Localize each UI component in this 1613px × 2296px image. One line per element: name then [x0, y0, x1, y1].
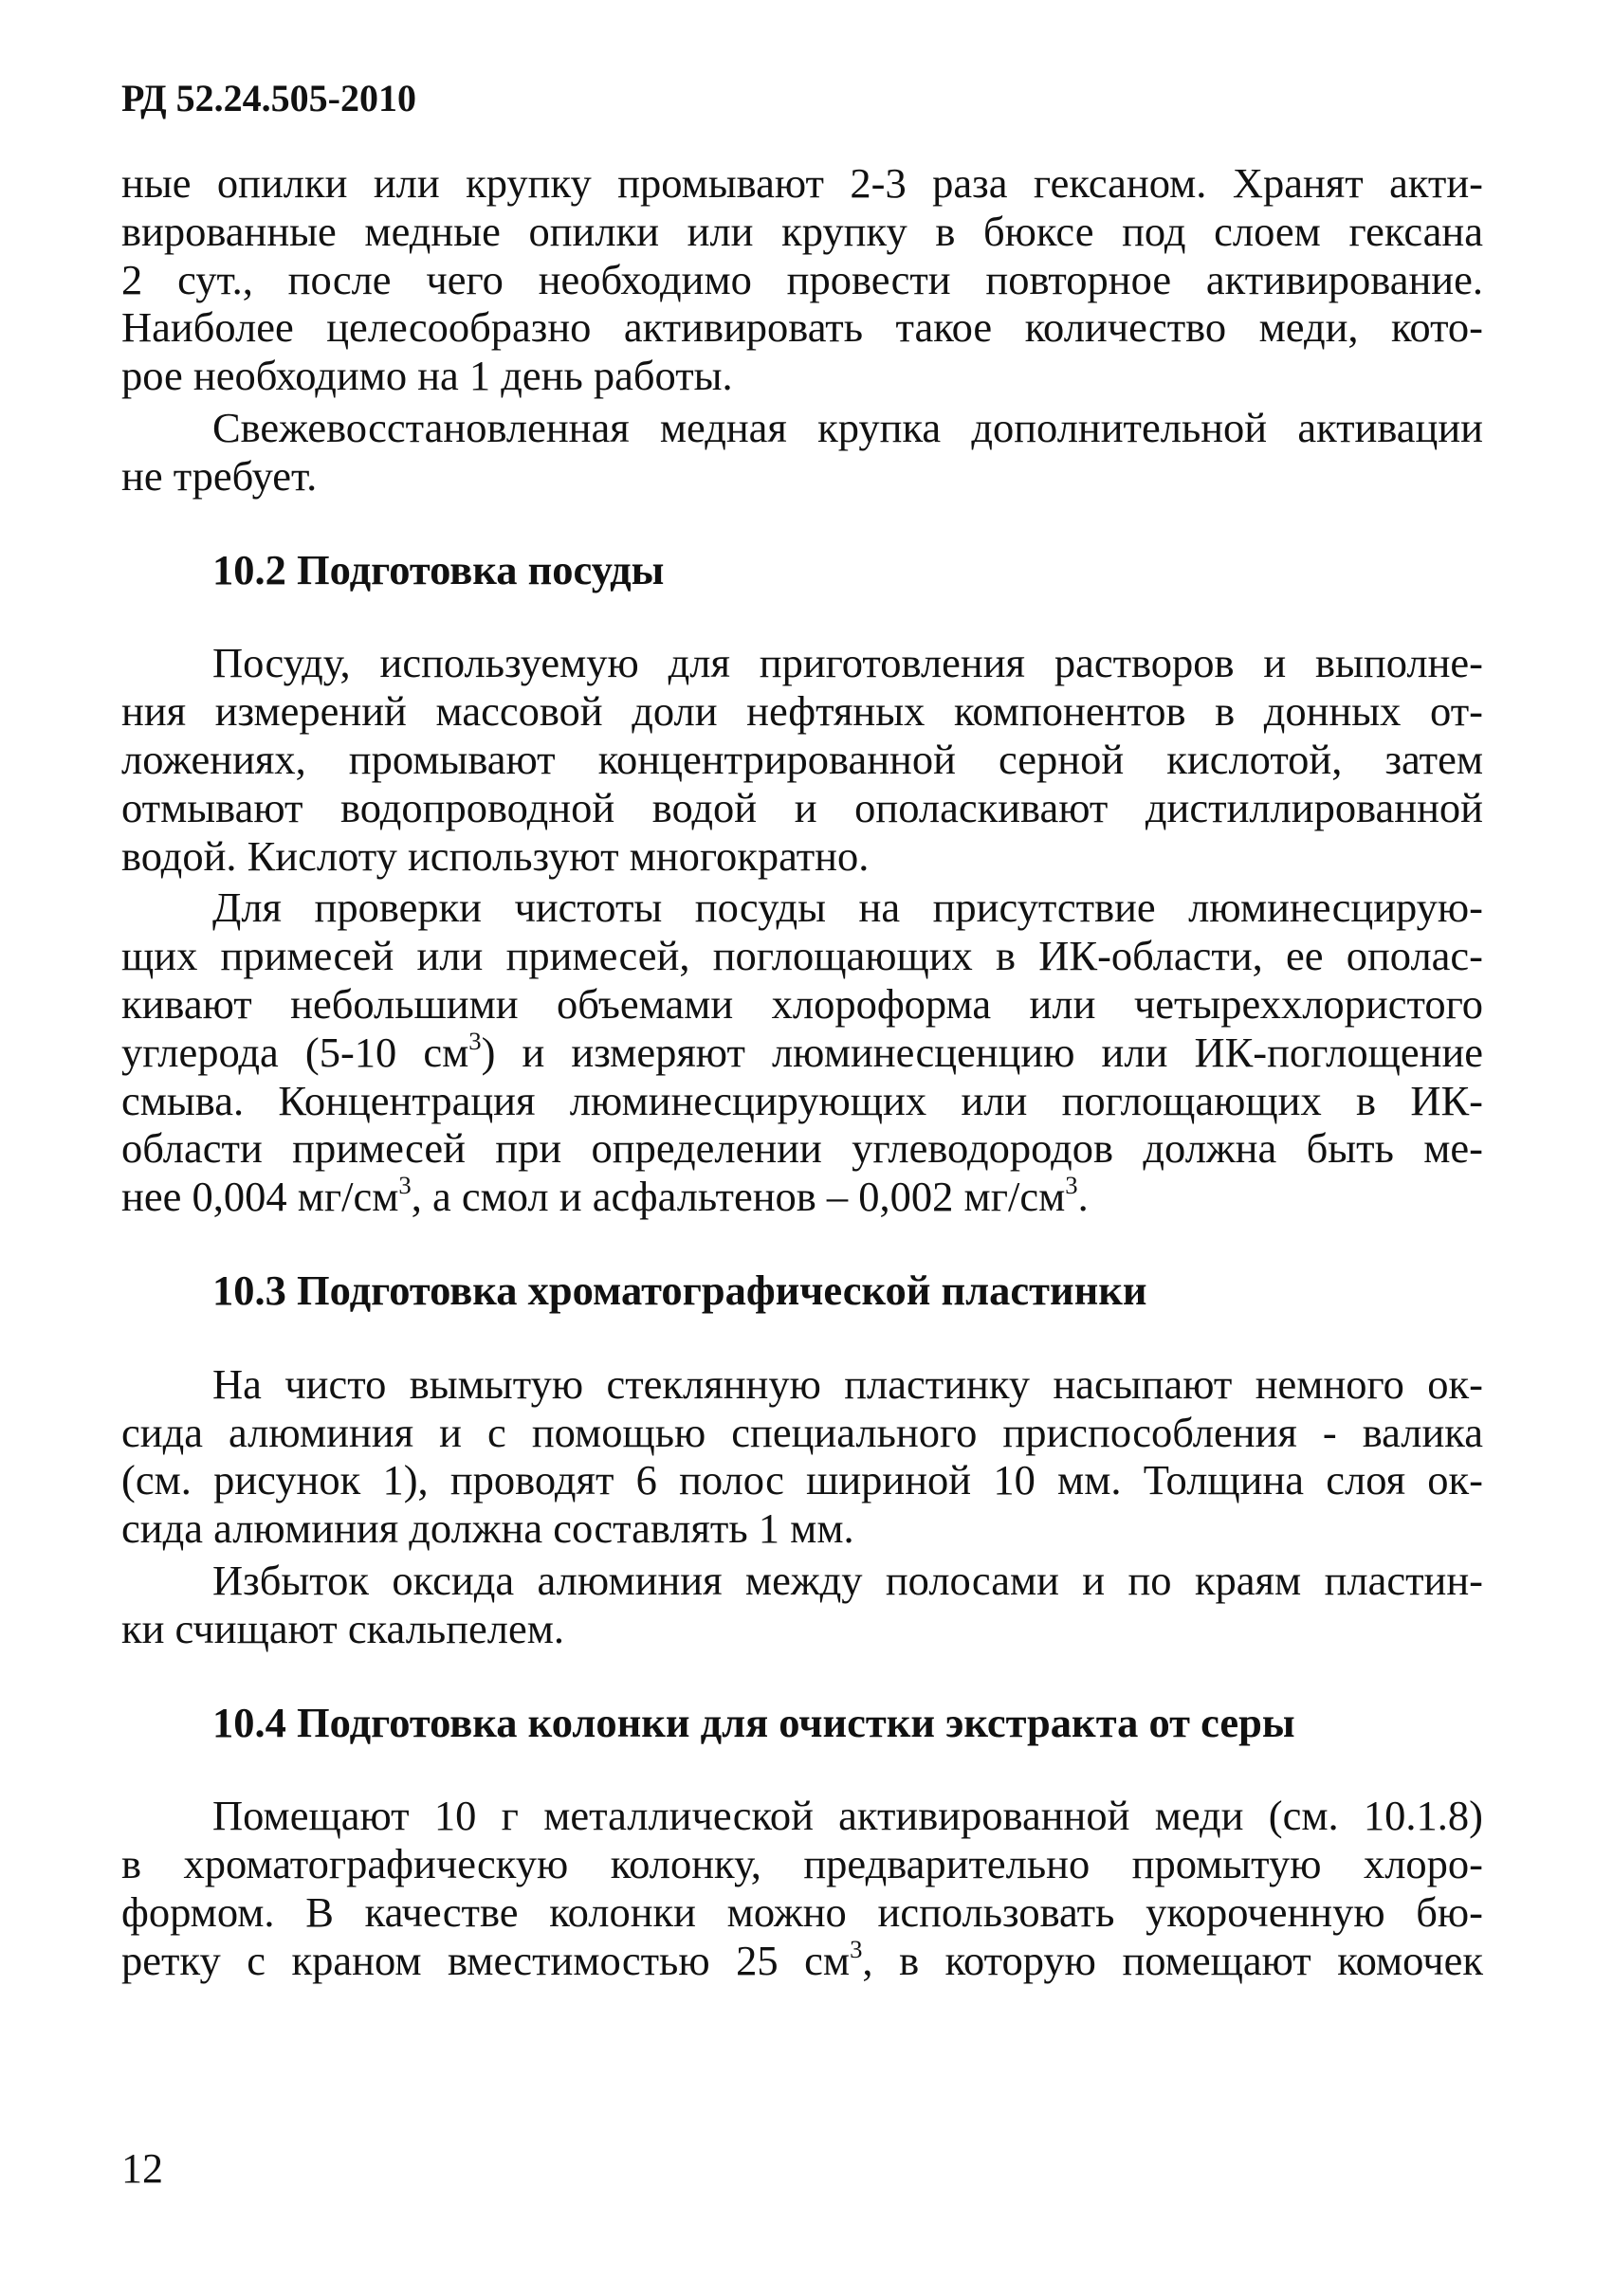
- text-line: ния измерений массовой доли нефтяных компонентов в донных от-: [121, 687, 1483, 736]
- text-line: смыва. Концентрация люминесцирующих или поглощающих в ИК-: [121, 1076, 1483, 1124]
- superscript: 3: [468, 1026, 482, 1055]
- section-heading-10-3: 10.3 Подготовка хроматографической пластинки: [212, 1266, 1147, 1314]
- text-fragment: ретку с краном вместимостью 25 см: [121, 1936, 851, 1984]
- text-line: ные опилки или крупку промывают 2-3 раза гексаном. Хранят акти-: [121, 159, 1483, 207]
- superscript: 3: [1065, 1171, 1078, 1200]
- superscript: 3: [850, 1934, 863, 1963]
- text-line: Посуду, используемую для приготовления растворов и выполне-: [212, 639, 1483, 687]
- text-fragment: , в которую помещают комочек: [862, 1936, 1483, 1984]
- text-line: водой. Кислоту используют многократно.: [121, 831, 870, 880]
- text-line-with-superscript: [121, 1934, 1483, 1985]
- text-line: отмывают водопроводной водой и ополаскивают дистиллированной: [121, 783, 1483, 831]
- superscript: 3: [398, 1171, 412, 1200]
- text-line: Для проверки чистоты посуды на присутствие люминесцирую-: [212, 884, 1483, 932]
- text-line: формом. В качестве колонки можно использовать укороченную бю-: [121, 1887, 1483, 1936]
- text-line-with-superscript: [121, 1026, 1484, 1077]
- text-line: не требует.: [121, 451, 318, 500]
- paragraph-copy-activation: [121, 159, 1483, 400]
- text-fragment: , а смол и асфальтенов – 0,002 мг/см: [411, 1173, 1066, 1221]
- text-line: Наиболее целесообразно активировать такое количество меди, кото-: [121, 303, 1483, 352]
- page-body: [121, 159, 1483, 1985]
- paragraph-plate-preparation: [121, 1360, 1483, 1553]
- section-heading-10-2: 10.2 Подготовка посуды: [212, 545, 665, 593]
- text-fragment: ) и измеряют люминесценцию или ИК-поглощение: [481, 1028, 1484, 1076]
- paragraph-excess-removal: [121, 1557, 1483, 1653]
- text-fragment: углерода (5-10 см: [121, 1028, 469, 1076]
- text-line: сида алюминия и с помощью специального приспособления - валика: [121, 1408, 1483, 1456]
- text-line: ки счищают скальпелем.: [121, 1604, 565, 1652]
- text-line: сида алюминия должна составлять 1 мм.: [121, 1504, 854, 1553]
- text-line: области примесей при определении углеводородов должна быть ме-: [121, 1124, 1483, 1173]
- text-line: Свежевосстановленная медная крупка дополнительной активации: [212, 403, 1483, 451]
- document-id: РД 52.24.505-2010: [121, 77, 416, 119]
- paragraph-fresh-copy: [121, 404, 1483, 501]
- text-line: вированные медные опилки или крупку в бюксе под слоем гексана: [121, 207, 1483, 255]
- text-fragment: нее 0,004 мг/см: [121, 1173, 399, 1221]
- text-line: кивают небольшими объемами хлороформа или четыреххлористого: [121, 979, 1483, 1028]
- text-fragment: .: [1077, 1173, 1089, 1221]
- page-number: 12: [121, 2145, 163, 2192]
- text-line: Помещают 10 г металлической активированной меди (см. 10.1.8): [212, 1792, 1483, 1840]
- text-line: ложениях, промывают концентрированной серной кислотой, затем: [121, 735, 1483, 783]
- paragraph-glassware-check: [121, 884, 1483, 1221]
- text-line: щих примесей или примесей, поглощающих в ИК-области, ее ополас-: [121, 932, 1483, 980]
- text-line-with-superscript: [121, 1173, 1483, 1221]
- text-line: 2 сут., после чего необходимо провести повторное активирование.: [121, 255, 1483, 303]
- section-heading-10-4: 10.4 Подготовка колонки для очистки экстракта от серы: [212, 1698, 1295, 1746]
- text-line: рое необходимо на 1 день работы.: [121, 352, 733, 400]
- text-line: На чисто вымытую стеклянную пластинку насыпают немного ок-: [212, 1359, 1483, 1408]
- text-line: в хроматографическую колонку, предварительно промытую хлоро-: [121, 1840, 1483, 1888]
- paragraph-glassware-washing: [121, 639, 1483, 880]
- text-line: (см. рисунок 1), проводят 6 полос шириной 10 мм. Толщина слоя ок-: [121, 1456, 1483, 1504]
- text-line: Избыток оксида алюминия между полосами и по краям пластин-: [212, 1556, 1483, 1604]
- paragraph-sulfur-column: [121, 1792, 1483, 1984]
